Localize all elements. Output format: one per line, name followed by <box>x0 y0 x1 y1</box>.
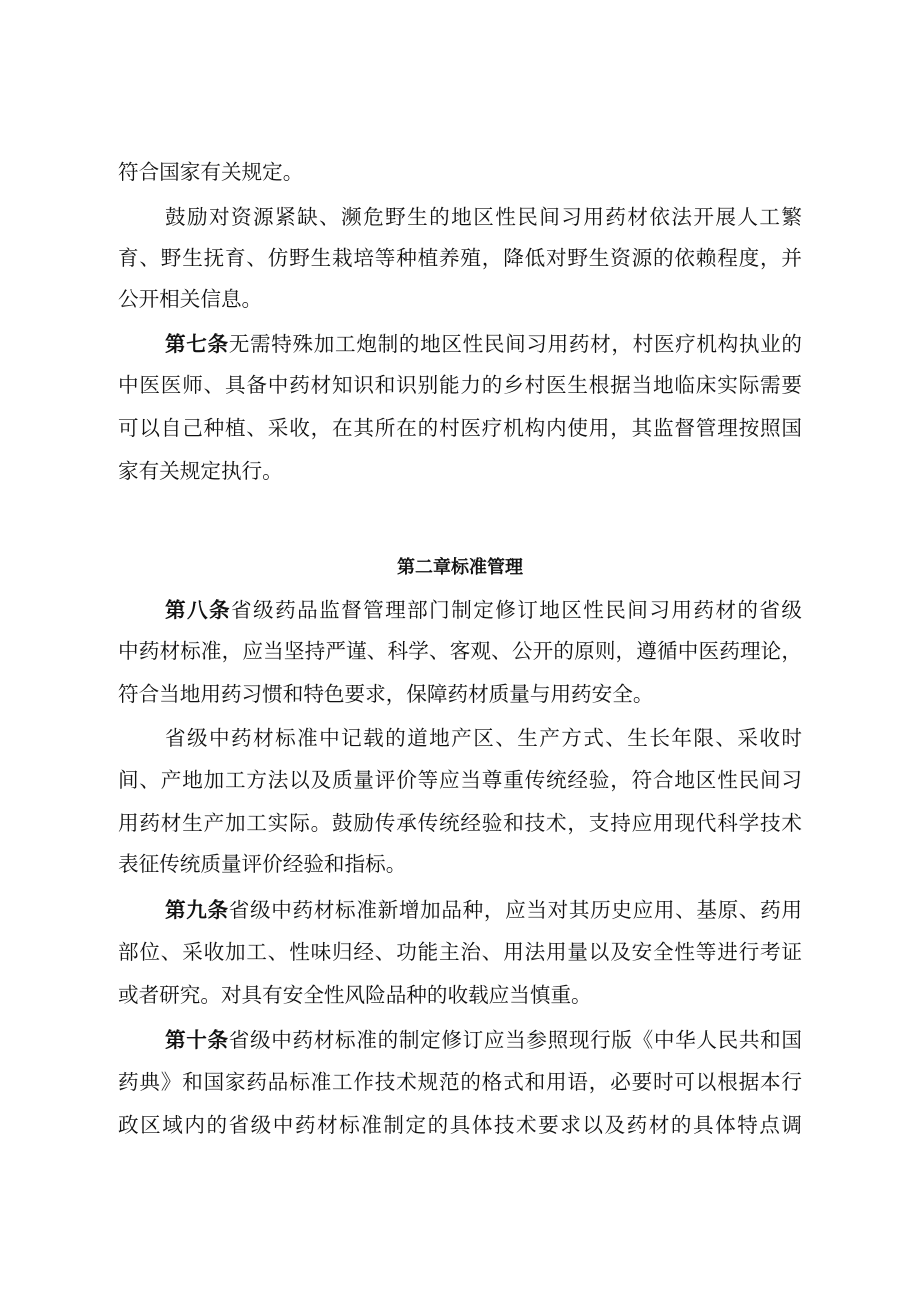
article-10-first-line <box>165 1025 802 1055</box>
paragraph-standard-line: 省级中药材标准中记载的道地产区、生产方式、生长年限、采收时 <box>165 726 802 750</box>
paragraph-intro-line: 符合国家有关规定。 <box>118 160 304 184</box>
paragraph-encourage-line: 公开相关信息。 <box>118 287 263 311</box>
paragraph-encourage-line: 鼓励对资源紧缺、濒危野生的地区性民间习用药材依法开展人工繁 <box>165 205 802 229</box>
article-7-first-line <box>165 329 802 359</box>
article-8-label: 第八条 <box>165 598 232 622</box>
article-8-first-line <box>165 595 802 625</box>
article-10-text: 省级中药材标准的制定修订应当参照现行版《中华人民共和国 <box>228 1028 803 1052</box>
article-7-text: 无需特殊加工炮制的地区性民间习用药材，村医疗机构执业的 <box>228 332 803 356</box>
article-9-line: 部位、采收加工、性味归经、功能主治、用法用量以及安全性等进行考证 <box>118 940 802 964</box>
article-10-line: 政区域内的省级中药材标准制定的具体技术要求以及药材的具体特点调 <box>118 1113 802 1137</box>
article-9-first-line <box>165 895 802 925</box>
article-9-line: 或者研究。对具有安全性风险品种的收载应当慎重。 <box>118 983 592 1007</box>
article-9-text: 省级中药材标准新增加品种，应当对其历史应用、基原、药用 <box>228 898 803 922</box>
article-10-line: 药典》和国家药品标准工作技术规范的格式和用语，必要时可以根据本行 <box>118 1070 802 1094</box>
article-7-label: 第七条 <box>165 332 229 356</box>
article-7-line: 家有关规定执行。 <box>118 459 283 483</box>
article-8-line: 符合当地用药习惯和特色要求，保障药材质量与用药安全。 <box>118 682 654 706</box>
article-8-line: 中药材标准，应当坚持严谨、科学、客观、公开的原则，遵循中医药理论， <box>118 639 802 663</box>
paragraph-standard-line: 间、产地加工方法以及质量评价等应当尊重传统经验，符合地区性民间习 <box>118 768 802 792</box>
article-9-label: 第九条 <box>165 898 229 922</box>
paragraph-standard-line: 表征传统质量评价经验和指标。 <box>118 852 407 876</box>
chapter-2-heading: 第二章标准管理 <box>397 557 523 578</box>
article-10-label: 第十条 <box>165 1028 229 1052</box>
article-7-line: 中医医师、具备中药材知识和识别能力的乡村医生根据当地临床实际需要 <box>118 373 802 397</box>
article-8-text: 省级药品监督管理部门制定修订地区性民间习用药材的省级 <box>231 598 803 622</box>
paragraph-encourage-line: 育、野生抚育、仿野生栽培等种植养殖，降低对野生资源的依赖程度，并 <box>118 246 802 270</box>
article-7-line: 可以自己种植、采收，在其所在的村医疗机构内使用，其监督管理按照国 <box>118 416 802 440</box>
paragraph-standard-line: 用药材生产加工实际。鼓励传承传统经验和技术，支持应用现代科学技术 <box>118 811 802 835</box>
